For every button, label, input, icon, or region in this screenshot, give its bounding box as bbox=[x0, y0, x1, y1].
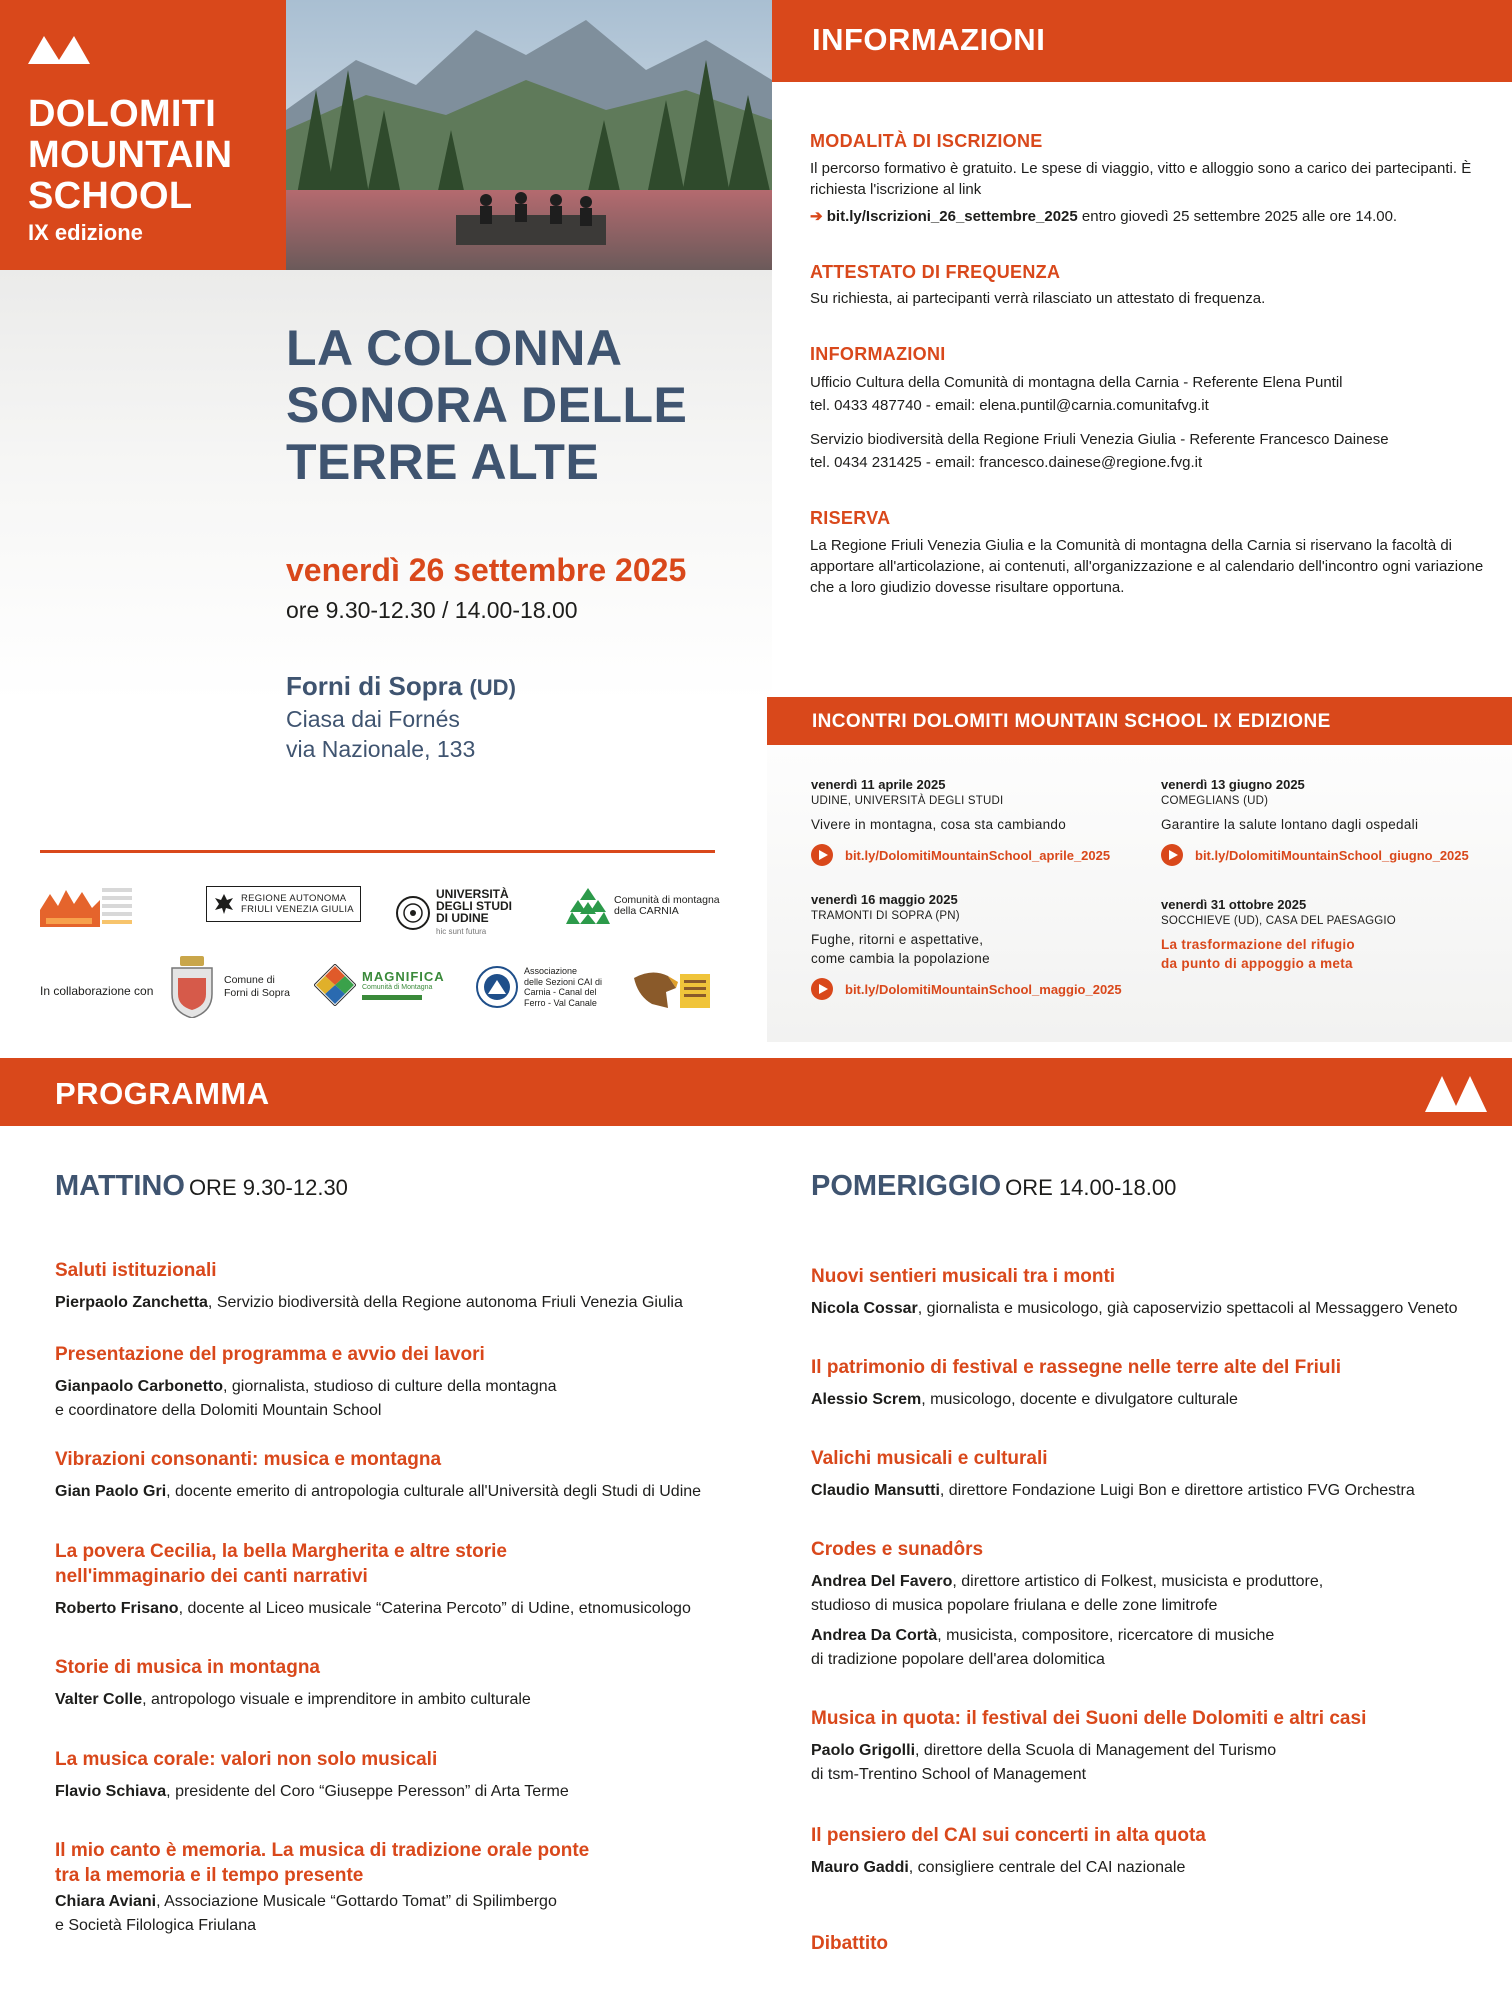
meeting-link[interactable]: bit.ly/DolomitiMountainSchool_maggio_2025 bbox=[811, 978, 1151, 1000]
talk-item bbox=[811, 1355, 1511, 1412]
event-time: ore 9.30-12.30 / 14.00-18.00 bbox=[286, 597, 578, 623]
riserva-heading: RISERVA bbox=[810, 508, 891, 528]
talk-title: La povera Cecilia, la bella Margherita e altre storie nell'immaginario dei canti narrativi bbox=[55, 1541, 507, 1587]
talk-item bbox=[811, 1446, 1511, 1503]
play-icon bbox=[811, 844, 833, 866]
arrow-right-icon: ➔ bbox=[810, 208, 823, 225]
university-seal-icon bbox=[396, 896, 430, 930]
brand-edition: IX edizione bbox=[28, 220, 143, 245]
play-icon bbox=[1161, 844, 1183, 866]
talk-item bbox=[811, 1931, 1511, 1956]
meeting-item bbox=[811, 777, 1151, 866]
talk-title: Vibrazioni consonanti: musica e montagna bbox=[55, 1449, 442, 1470]
incontri-header-title: INCONTRI DOLOMITI MOUNTAIN SCHOOL IX EDIZIONE bbox=[812, 711, 1331, 732]
talk-item bbox=[55, 1342, 755, 1423]
talk-title: Il pensiero del CAI sui concerti in alta quota bbox=[811, 1825, 1206, 1846]
contact-1-line-1: Ufficio Cultura della Comunità di montagna della Carnia - Referente Elena Puntil bbox=[810, 374, 1343, 391]
meeting-place: COMEGLIANS (UD) bbox=[1161, 795, 1269, 807]
meeting-date: venerdì 16 maggio 2025 bbox=[811, 892, 958, 907]
talk-speaker: Chiara Aviani, Associazione Musicale “Gottardo Tomat” di Spilimbergo e Società Filologica Friulana bbox=[55, 1893, 557, 1934]
talk-item bbox=[811, 1706, 1511, 1787]
talk-title: Presentazione del programma e avvio dei lavori bbox=[55, 1344, 485, 1365]
iscrizione-heading: MODALITÀ DI ISCRIZIONE bbox=[810, 131, 1043, 151]
meeting-item bbox=[811, 892, 1151, 1000]
talk-title: La musica corale: valori non solo musicali bbox=[55, 1749, 438, 1770]
brand-name: DOLOMITI MOUNTAIN SCHOOL bbox=[28, 93, 233, 217]
coat-of-arms-icon bbox=[168, 956, 216, 1018]
attestato-heading: ATTESTATO DI FREQUENZA bbox=[810, 262, 1061, 282]
meeting-item bbox=[1161, 777, 1501, 866]
dms-logo bbox=[40, 882, 160, 927]
divider bbox=[40, 850, 715, 853]
incontri-header bbox=[767, 697, 1512, 745]
cai-logo: Associazione delle Sezioni CAI di Carnia - Canal del Ferro - Val Canale bbox=[476, 966, 602, 1008]
talk-item bbox=[55, 1655, 755, 1712]
meeting-place: TRAMONTI DI SOPRA (PN) bbox=[811, 910, 960, 922]
pomeriggio-heading: POMERIGGIO ORE 14.00-18.00 bbox=[811, 1170, 1177, 1202]
info-section bbox=[772, 82, 1512, 697]
talk-item bbox=[55, 1539, 755, 1621]
contact-1-line-2: tel. 0433 487740 - email: elena.puntil@carnia.comunitafvg.it bbox=[810, 397, 1209, 414]
iscrizione-link-line: ➔ bit.ly/Iscrizioni_26_settembre_2025 entro giovedì 25 settembre 2025 alle ore 14.00. bbox=[810, 208, 1398, 225]
talk-title: Il mio canto è memoria. La musica di tradizione orale ponte tra la memoria e il tempo presente bbox=[55, 1840, 590, 1886]
talk-speaker: Mauro Gaddi, consigliere centrale del CAI nazionale bbox=[811, 1859, 1186, 1876]
meeting-link[interactable]: bit.ly/DolomitiMountainSchool_giugno_2025 bbox=[1161, 844, 1501, 866]
collaboration-label: In collaborazione con bbox=[40, 984, 154, 998]
talk-title: Saluti istituzionali bbox=[55, 1260, 217, 1281]
universita-udine-logo: UNIVERSITÀ DEGLI STUDI DI UDINE hic sunt futura bbox=[396, 888, 512, 937]
play-icon bbox=[811, 978, 833, 1000]
iscrizione-link[interactable]: bit.ly/Iscrizioni_26_settembre_2025 bbox=[826, 208, 1078, 225]
riserva-text: La Regione Friuli Venezia Giulia e la Comunità di montagna della Carnia si riservano la facoltà di apportare all'articolazione, ai contenuti, all'organizzazione e al calendario dell'incontro ogni variazione che a loro giudizio dovesse risultare opportuna. bbox=[810, 537, 1484, 596]
talk-title: Valichi musicali e culturali bbox=[811, 1448, 1048, 1469]
talk-speaker: Alessio Screm, musicologo, docente e divulgatore culturale bbox=[811, 1391, 1238, 1408]
eagle-icon bbox=[213, 892, 235, 916]
meeting-link[interactable]: bit.ly/DolomitiMountainSchool_aprile_2025 bbox=[811, 844, 1151, 866]
programma-title: PROGRAMMA bbox=[55, 1076, 270, 1111]
parco-dolomiti-logo bbox=[632, 968, 712, 1010]
talk-speaker: Gianpaolo Carbonetto, giornalista, studioso di culture della montagna e coordinatore della Dolomiti Mountain School bbox=[55, 1378, 557, 1419]
comunita-carnia-logo: Comunità di montagna della CARNIA bbox=[566, 888, 720, 924]
venue-name: Ciasa dai Fornés bbox=[286, 706, 460, 732]
talk-speaker: Nicola Cossar, giornalista e musicologo, già caposervizio spettacoli al Messaggero Veneto bbox=[811, 1300, 1458, 1317]
brand-block bbox=[0, 0, 286, 270]
meeting-date: venerdì 13 giugno 2025 bbox=[1161, 777, 1305, 792]
event-title: LA COLONNA SONORA DELLE TERRE ALTE bbox=[286, 320, 688, 490]
venue-town: Forni di Sopra (UD) bbox=[286, 671, 516, 701]
eagle-head-icon bbox=[632, 968, 712, 1010]
talk-speaker: Andrea Del Favero, direttore artistico di Folkest, musicista e produttore, studioso di musica popolare friulana e delle zone limitrofe bbox=[811, 1573, 1324, 1614]
talk-title: Storie di musica in montagna bbox=[55, 1657, 320, 1678]
attestato-text: Su richiesta, ai partecipanti verrà rilasciato un attestato di frequenza. bbox=[810, 290, 1266, 307]
meeting-item bbox=[1161, 897, 1501, 973]
incontri-box bbox=[767, 697, 1512, 1042]
mountain-logo-icon bbox=[1425, 1070, 1487, 1112]
diamond-icon bbox=[314, 964, 356, 1006]
talk-speaker: Flavio Schiava, presidente del Coro “Giuseppe Peresson” di Arta Terme bbox=[55, 1783, 569, 1800]
regione-fvg-logo: REGIONE AUTONOMA FRIULI VENEZIA GIULIA bbox=[206, 886, 361, 922]
talk-item bbox=[811, 1537, 1511, 1672]
informazioni-heading: INFORMAZIONI bbox=[810, 344, 946, 364]
talk-speaker: Roberto Frisano, docente al Liceo musicale “Caterina Percoto” di Udine, etnomusicologo bbox=[55, 1600, 691, 1617]
dms-logo-icon bbox=[40, 882, 160, 927]
info-header bbox=[772, 0, 1512, 82]
cai-emblem-icon bbox=[476, 966, 518, 1008]
talk-title: Dibattito bbox=[811, 1933, 889, 1954]
talk-item bbox=[55, 1838, 755, 1938]
meeting-title: La trasformazione del rifugio da punto di appoggio a meta bbox=[1161, 937, 1355, 971]
contact-2-line-1: Servizio biodiversità della Regione Friuli Venezia Giulia - Referente Francesco Dainese bbox=[810, 431, 1389, 448]
comune-forni-logo: Comune di Forni di Sopra bbox=[168, 956, 290, 1018]
meeting-place: SOCCHIEVE (UD), CASA DEL PAESAGGIO bbox=[1161, 915, 1396, 927]
venue-street: via Nazionale, 133 bbox=[286, 736, 476, 762]
info-header-title: INFORMAZIONI bbox=[812, 22, 1046, 57]
mountain-logo-icon bbox=[28, 32, 90, 64]
iscrizione-text: Il percorso formativo è gratuito. Le spese di viaggio, vitto e alloggio sono a carico dei partecipanti. È richiesta l'iscrizione al link bbox=[810, 160, 1472, 198]
meeting-date: venerdì 11 aprile 2025 bbox=[811, 777, 946, 792]
talk-speaker: Claudio Mansutti, direttore Fondazione Luigi Bon e direttore artistico FVG Orchestra bbox=[811, 1482, 1415, 1499]
meeting-date: venerdì 31 ottobre 2025 bbox=[1161, 897, 1307, 912]
meeting-title: Garantire la salute lontano dagli ospedali bbox=[1161, 817, 1419, 832]
meeting-place: UDINE, UNIVERSITÀ DEGLI STUDI bbox=[811, 795, 1004, 807]
talk-item bbox=[55, 1747, 755, 1804]
mattino-heading: MATTINO ORE 9.30-12.30 bbox=[55, 1170, 348, 1202]
talk-speaker: Pierpaolo Zanchetta, Servizio biodiversità della Regione autonoma Friuli Venezia Giulia bbox=[55, 1294, 683, 1311]
talk-title: Crodes e sunadôrs bbox=[811, 1539, 984, 1560]
talk-title: Musica in quota: il festival dei Suoni delle Dolomiti e altri casi bbox=[811, 1708, 1367, 1729]
hero-photo bbox=[286, 0, 772, 270]
talk-item bbox=[811, 1823, 1511, 1880]
talk-speaker: Paolo Grigolli, direttore della Scuola di Management del Turismo di tsm-Trentino School of Management bbox=[811, 1742, 1277, 1783]
programma-header bbox=[0, 1058, 1512, 1126]
magnifica-logo: MAGNIFICA Comunità di Montagna bbox=[314, 964, 445, 1006]
talk-title: Il patrimonio di festival e rassegne nelle terre alte del Friuli bbox=[811, 1357, 1342, 1378]
talk-title: Nuovi sentieri musicali tra i monti bbox=[811, 1266, 1116, 1287]
talk-item bbox=[55, 1447, 755, 1504]
talk-speaker: Andrea Da Cortà, musicista, compositore, ricercatore di musiche di tradizione popolare dell'area dolomitica bbox=[811, 1627, 1275, 1668]
talk-item bbox=[811, 1264, 1511, 1321]
talk-speaker: Valter Colle, antropologo visuale e imprenditore in ambito culturale bbox=[55, 1691, 531, 1708]
trees-icon bbox=[566, 888, 610, 924]
contact-2-line-2: tel. 0434 231425 - email: francesco.dainese@regione.fvg.it bbox=[810, 454, 1203, 471]
meeting-title: Fughe, ritorni e aspettative, come cambia la popolazione bbox=[811, 932, 990, 966]
meeting-title: Vivere in montagna, cosa sta cambiando bbox=[811, 817, 1067, 832]
event-date: venerdì 26 settembre 2025 bbox=[286, 552, 687, 588]
talk-speaker: Gian Paolo Gri, docente emerito di antropologia culturale all'Università degli Studi di Udine bbox=[55, 1483, 702, 1500]
talk-item bbox=[55, 1258, 755, 1315]
